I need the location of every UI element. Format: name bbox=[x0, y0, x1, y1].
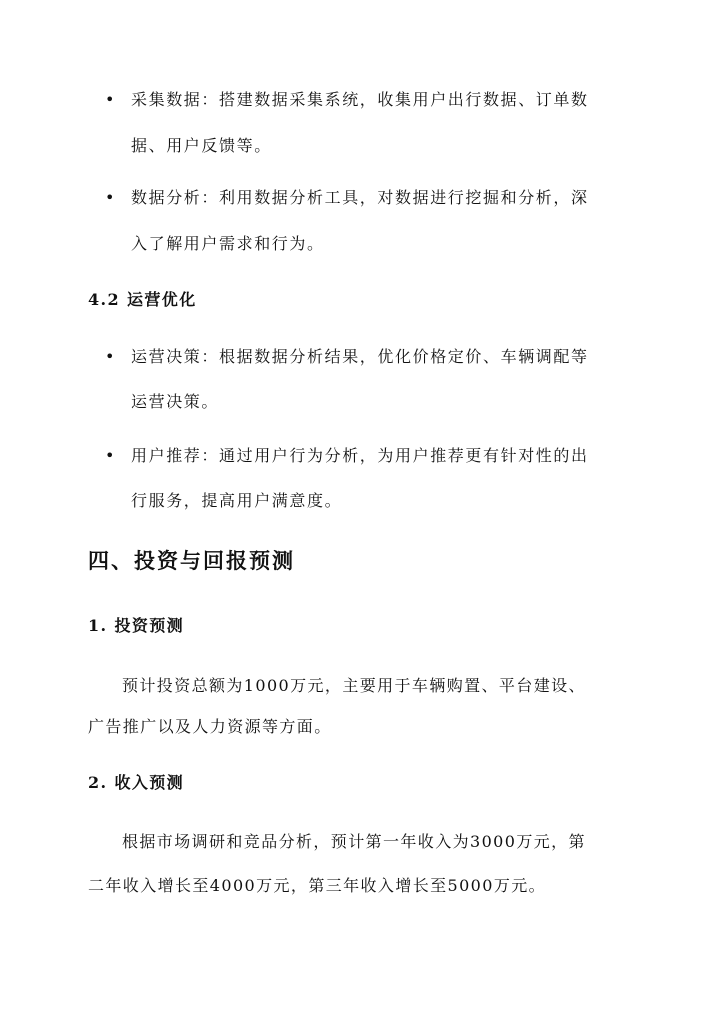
paragraph-line: 广告推广以及人力资源等方面。 bbox=[88, 717, 332, 736]
list-item-text-line: 采集数据：搭建数据采集系统，收集用户出行数据、订单数 bbox=[131, 90, 589, 109]
list-item-text-line: 用户推荐：通过用户行为分析，为用户推荐更有针对性的出 bbox=[131, 446, 589, 465]
bullet-marker: • bbox=[105, 347, 115, 366]
list-item-text-line: 运营决策。 bbox=[131, 392, 220, 411]
subsection-heading: 1. 投资预测 bbox=[88, 616, 185, 635]
bullet-marker: • bbox=[105, 446, 115, 465]
list-item-text-line: 入了解用户需求和行为。 bbox=[131, 234, 325, 253]
list-item-text-line: 据、用户反馈等。 bbox=[131, 136, 272, 155]
section-heading: 4.2 运营优化 bbox=[88, 290, 197, 309]
bullet-marker: • bbox=[105, 188, 115, 207]
list-item-text-line: 数据分析：利用数据分析工具，对数据进行挖掘和分析，深 bbox=[131, 188, 589, 207]
paragraph-line: 预计投资总额为1000万元，主要用于车辆购置、平台建设、 bbox=[122, 676, 586, 695]
paragraph-line: 根据市场调研和竞品分析，预计第一年收入为3000万元，第 bbox=[122, 832, 586, 851]
list-item-text-line: 行服务，提高用户满意度。 bbox=[131, 491, 343, 510]
list-item-text-line: 运营决策：根据数据分析结果，优化价格定价、车辆调配等 bbox=[131, 347, 589, 366]
chapter-heading: 四、投资与回报预测 bbox=[88, 548, 295, 573]
paragraph-line: 二年收入增长至4000万元，第三年收入增长至5000万元。 bbox=[88, 876, 547, 895]
subsection-heading: 2. 收入预测 bbox=[88, 773, 185, 792]
bullet-marker: • bbox=[105, 90, 115, 109]
